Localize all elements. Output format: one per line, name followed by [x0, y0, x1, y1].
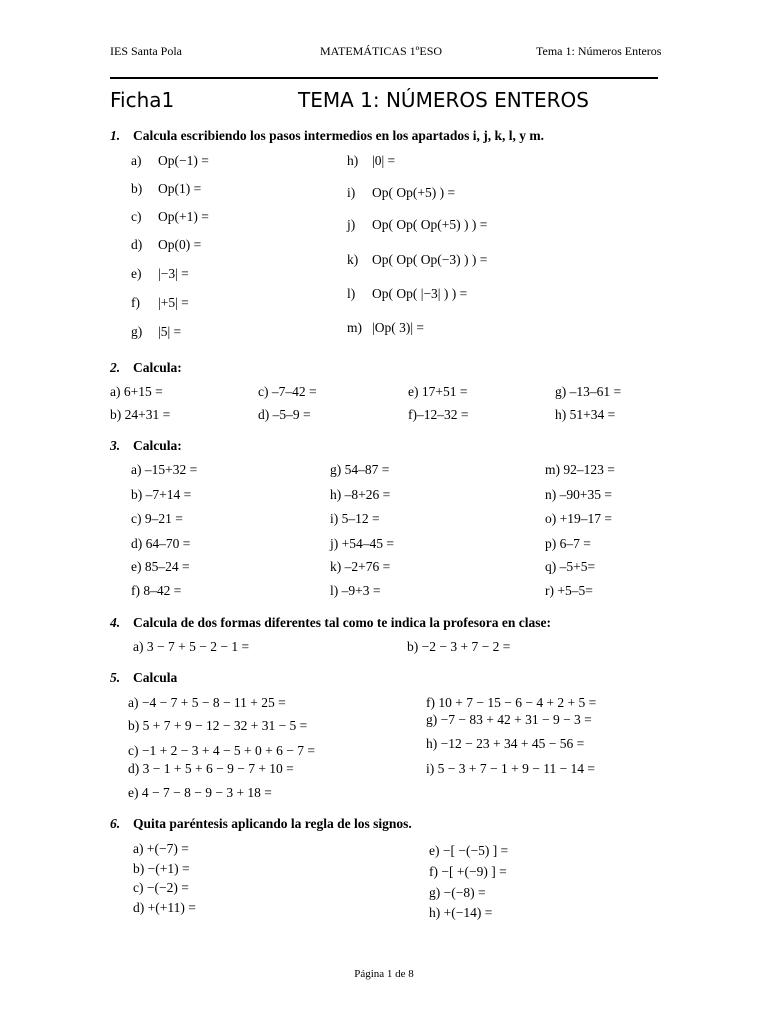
q1-left-item-label: d)	[131, 237, 143, 252]
q1-left-item-label: g)	[131, 324, 143, 339]
page-title: TEMA 1: NÚMEROS ENTEROS	[298, 88, 589, 112]
q2-item: d) –5–9 =	[258, 407, 311, 422]
q6-item: h) +(−14) =	[429, 905, 493, 920]
q6-item: b) −(+1) =	[133, 861, 190, 876]
q3-item: a) –15+32 =	[131, 462, 198, 477]
q5-item: h) −12 − 23 + 34 + 45 − 56 =	[426, 736, 585, 751]
q5-item: d) 3 − 1 + 5 + 6 − 9 − 7 + 10 =	[128, 761, 294, 776]
q1-left-item-label: e)	[131, 266, 142, 281]
header-school: IES Santa Pola	[110, 44, 182, 58]
q3-item: b) –7+14 =	[131, 487, 192, 502]
q1-right-item-label: k)	[347, 252, 359, 267]
q6-item: f) −[ +(−9) ] =	[429, 864, 507, 879]
q6-item: c) −(−2) =	[133, 880, 189, 895]
q1-left-item-expression: Op(−1) =	[158, 153, 209, 168]
q5-item: g) −7 − 83 + 42 + 31 − 9 − 3 =	[426, 712, 592, 727]
q1-right-item-label: l)	[347, 286, 356, 301]
q3-item: p) 6–7 =	[545, 536, 591, 551]
q2-item: b) 24+31 =	[110, 407, 171, 422]
q3-item: m) 92–123 =	[545, 462, 615, 477]
q2-item: c) –7–42 =	[258, 384, 317, 399]
q1-left-item-label: a)	[131, 153, 142, 168]
q1-left-item-expression: |−3| =	[158, 266, 189, 281]
q2-item: g) –13–61 =	[555, 384, 622, 399]
q3-item: j) +54–45 =	[330, 536, 394, 551]
q5-number: 5.	[110, 670, 121, 685]
q4-item-b: b) −2 − 3 + 7 − 2 =	[407, 639, 511, 654]
header-rule	[110, 77, 658, 79]
q1-left-item-label: f)	[131, 295, 140, 310]
q1-statement: Calcula escribiendo los pasos intermedios en los apartados i, j, k, l, y m.	[133, 128, 545, 143]
q1-right-item-expression: Op( Op( |−3| ) ) =	[372, 286, 468, 301]
q4-statement: Calcula de dos formas diferentes tal como te indica la profesora en clase:	[133, 615, 551, 630]
q1-right-item-label: h)	[347, 153, 359, 168]
q1-right-item-label: j)	[347, 217, 356, 232]
q3-item: i) 5–12 =	[330, 511, 380, 526]
sheet-title: Ficha1	[110, 88, 175, 112]
q1-left-item-label: b)	[131, 181, 143, 196]
q3-number: 3.	[110, 438, 121, 453]
q1-left-item-expression: Op(+1) =	[158, 209, 209, 224]
header-subject: MATEMÁTICAS 1ºESO	[320, 44, 443, 58]
q5-item: e) 4 − 7 − 8 − 9 − 3 + 18 =	[128, 785, 272, 800]
q2-statement: Calcula:	[133, 360, 182, 375]
header-topic: Tema 1: Números Enteros	[536, 44, 662, 58]
q3-statement: Calcula:	[133, 438, 182, 453]
q1-right-item-label: i)	[347, 185, 356, 200]
q3-item: r) +5–5=	[545, 583, 593, 598]
q2-number: 2.	[110, 360, 121, 375]
q1-right-item-expression: Op( Op( Op(−3) ) ) =	[372, 252, 488, 267]
q5-statement: Calcula	[133, 670, 178, 685]
q1-right-item-expression: Op( Op( Op(+5) ) ) =	[372, 217, 488, 232]
q6-item: e) −[ −(−5) ] =	[429, 843, 509, 858]
q6-item: g) −(−8) =	[429, 885, 486, 900]
q5-item: a) −4 − 7 + 5 − 8 − 11 + 25 =	[128, 695, 286, 710]
q6-item: a) +(−7) =	[133, 841, 189, 856]
q1-number: 1.	[110, 128, 121, 143]
q6-statement: Quita paréntesis aplicando la regla de los signos.	[133, 816, 412, 831]
q1-left-item-expression: Op(0) =	[158, 237, 202, 252]
q5-item: c) −1 + 2 − 3 + 4 − 5 + 0 + 6 − 7 =	[128, 743, 316, 758]
q3-item: n) –90+35 =	[545, 487, 612, 502]
q2-item: e) 17+51 =	[408, 384, 468, 399]
q6-item: d) +(+11) =	[133, 900, 196, 915]
q3-item: k) –2+76 =	[330, 559, 391, 574]
q2-item: h) 51+34 =	[555, 407, 616, 422]
page-footer: Página 1 de 8	[354, 968, 414, 980]
q3-item: o) +19–17 =	[545, 511, 612, 526]
q1-left-item-expression: |+5| =	[158, 295, 189, 310]
q3-item: c) 9–21 =	[131, 511, 183, 526]
q3-item: h) –8+26 =	[330, 487, 391, 502]
q1-right-item-label: m)	[347, 320, 362, 335]
q4-item-a: a) 3 − 7 + 5 − 2 − 1 =	[133, 639, 250, 654]
q3-item: l) –9+3 =	[330, 583, 381, 598]
q1-right-item-expression: |Op( 3)| =	[372, 320, 425, 335]
q1-right-item-expression: |0| =	[372, 153, 396, 168]
q5-item: i) 5 − 3 + 7 − 1 + 9 − 11 − 14 =	[426, 761, 596, 776]
q1-left-item-expression: |5| =	[158, 324, 182, 339]
q1-left-item-label: c)	[131, 209, 142, 224]
q3-item: f) 8–42 =	[131, 583, 182, 598]
q3-item: g) 54–87 =	[330, 462, 390, 477]
q4-number: 4.	[110, 615, 121, 630]
q3-item: e) 85–24 =	[131, 559, 190, 574]
q5-item: f) 10 + 7 − 15 − 6 − 4 + 2 + 5 =	[426, 695, 597, 710]
q1-right-item-expression: Op( Op(+5) ) =	[372, 185, 456, 200]
q6-number: 6.	[110, 816, 121, 831]
q1-left-item-expression: Op(1) =	[158, 181, 202, 196]
q3-item: d) 64–70 =	[131, 536, 191, 551]
q3-item: q) –5+5=	[545, 559, 596, 574]
q5-item: b) 5 + 7 + 9 − 12 − 32 + 31 − 5 =	[128, 718, 308, 733]
q2-item: f)–12–32 =	[408, 407, 469, 422]
q2-item: a) 6+15 =	[110, 384, 163, 399]
